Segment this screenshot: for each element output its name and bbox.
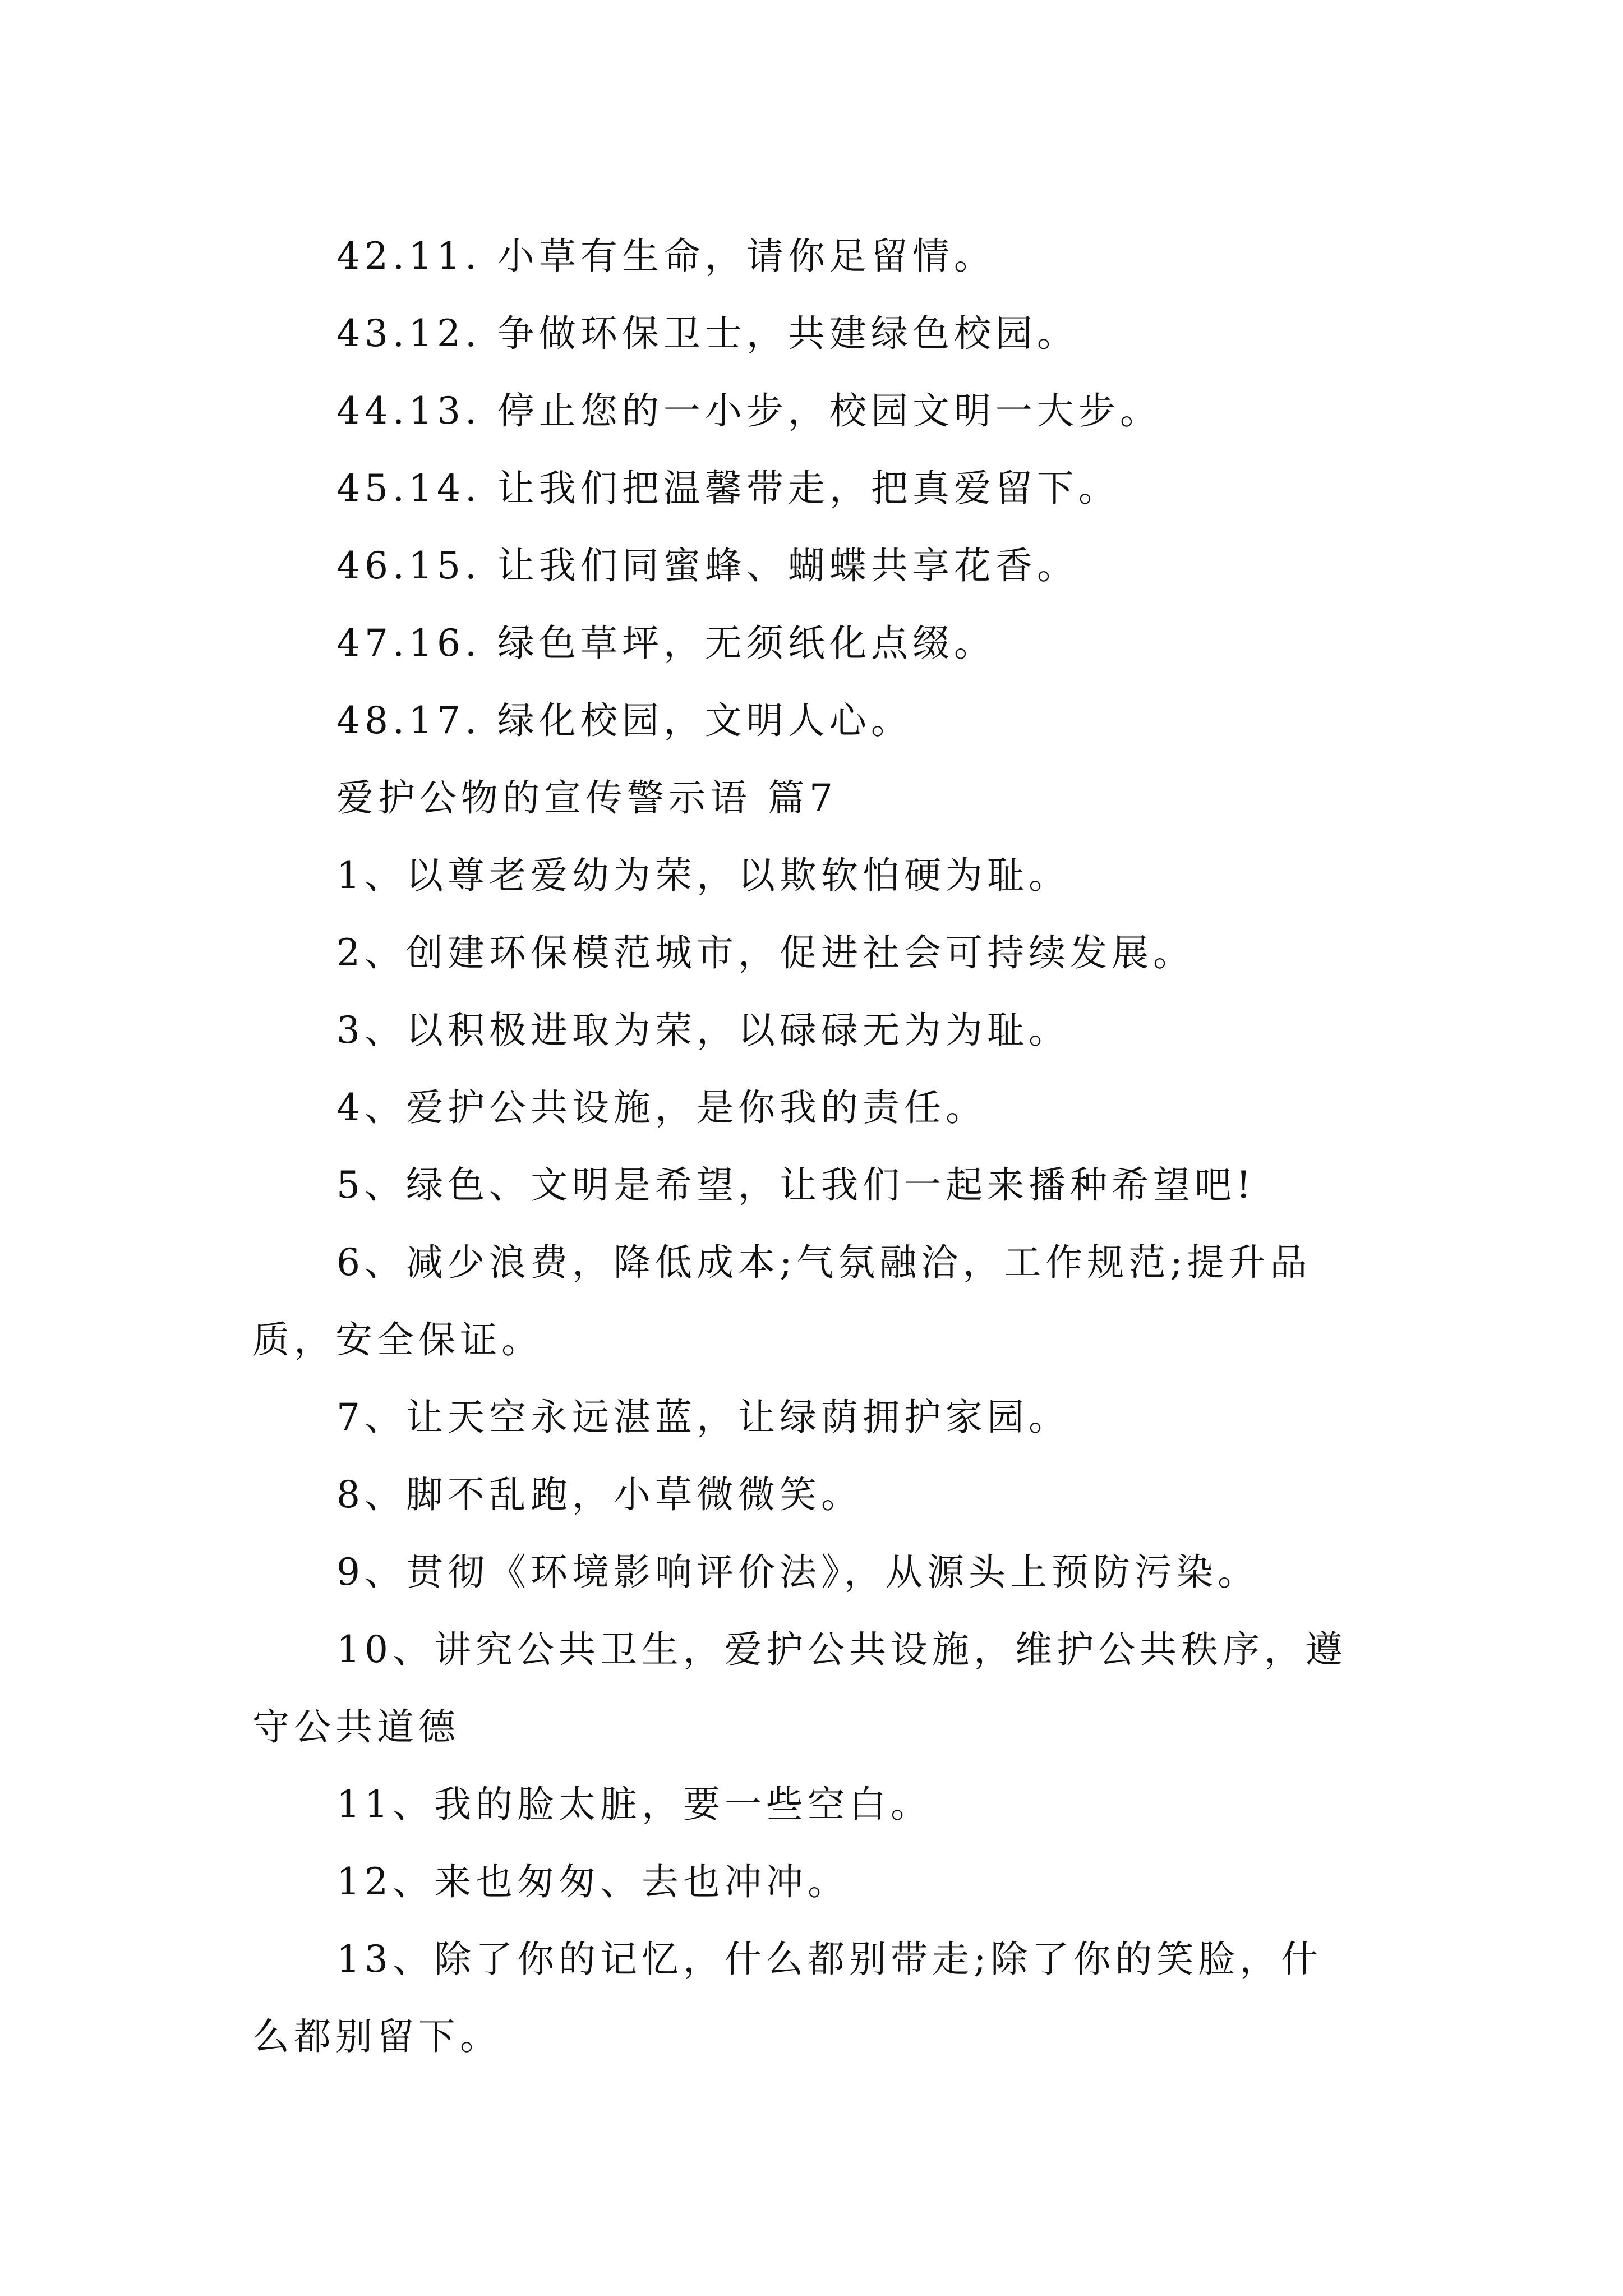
slogan-line: 6、减少浪费，降低成本;气氛融洽，工作规范;提升品: [336, 1241, 1312, 1284]
slogan-line: 48.17. 绿化校园，文明人心。: [336, 699, 912, 742]
slogan-line: 42.11. 小草有生命，请你足留情。: [336, 234, 995, 278]
slogan-line: 9、贯彻《环境影响评价法》，从源头上预防污染。: [336, 1550, 1259, 1594]
slogan-line: 44.13. 停止您的一小步，校园文明一大步。: [336, 389, 1161, 432]
slogan-line: 1、以尊老爱幼为荣，以欺软怕硬为耻。: [336, 854, 1070, 897]
slogan-line: 8、脚不乱跑，小草微微笑。: [336, 1473, 863, 1516]
section-heading: 爱护公物的宣传警示语 篇7: [336, 776, 837, 820]
slogan-line: 7、让天空永远湛蓝，让绿荫拥护家园。: [336, 1396, 1070, 1439]
document-body: [252, 218, 1391, 2076]
slogan-line: 5、绿色、文明是希望，让我们一起来播种希望吧!: [336, 1163, 1256, 1207]
slogan-line: 2、创建环保模范城市，促进社会可持续发展。: [336, 931, 1195, 974]
slogan-line: 13、除了你的记忆，什么都别带走;除了你的笑脸，什: [336, 1938, 1323, 1981]
slogan-line: 3、以积极进取为荣，以碌碌无为为耻。: [336, 1009, 1070, 1052]
slogan-line: 43.12. 争做环保卫士，共建绿色校园。: [336, 312, 1078, 355]
slogan-continuation: 么都别留下。: [252, 2015, 501, 2058]
slogan-line: 46.15. 让我们同蜜蜂、蝴蝶共享花香。: [336, 544, 1078, 587]
slogan-continuation: 质，安全保证。: [252, 1318, 543, 1361]
slogan-line: 47.16. 绿色草坪，无须纸化点缀。: [336, 622, 995, 665]
slogan-line: 11、我的脸太脏，要一些空白。: [336, 1783, 932, 1826]
slogan-line: 12、来也匆匆、去也冲冲。: [336, 1860, 849, 1903]
slogan-continuation: 守公共道德: [252, 1705, 460, 1749]
slogan-line: 4、爱护公共设施，是你我的责任。: [336, 1086, 987, 1129]
slogan-line: 45.14. 让我们把温馨带走，把真爱留下。: [336, 467, 1120, 510]
slogan-line: 10、讲究公共卫生，爱护公共设施，维护公共秩序，遵: [336, 1628, 1347, 1671]
